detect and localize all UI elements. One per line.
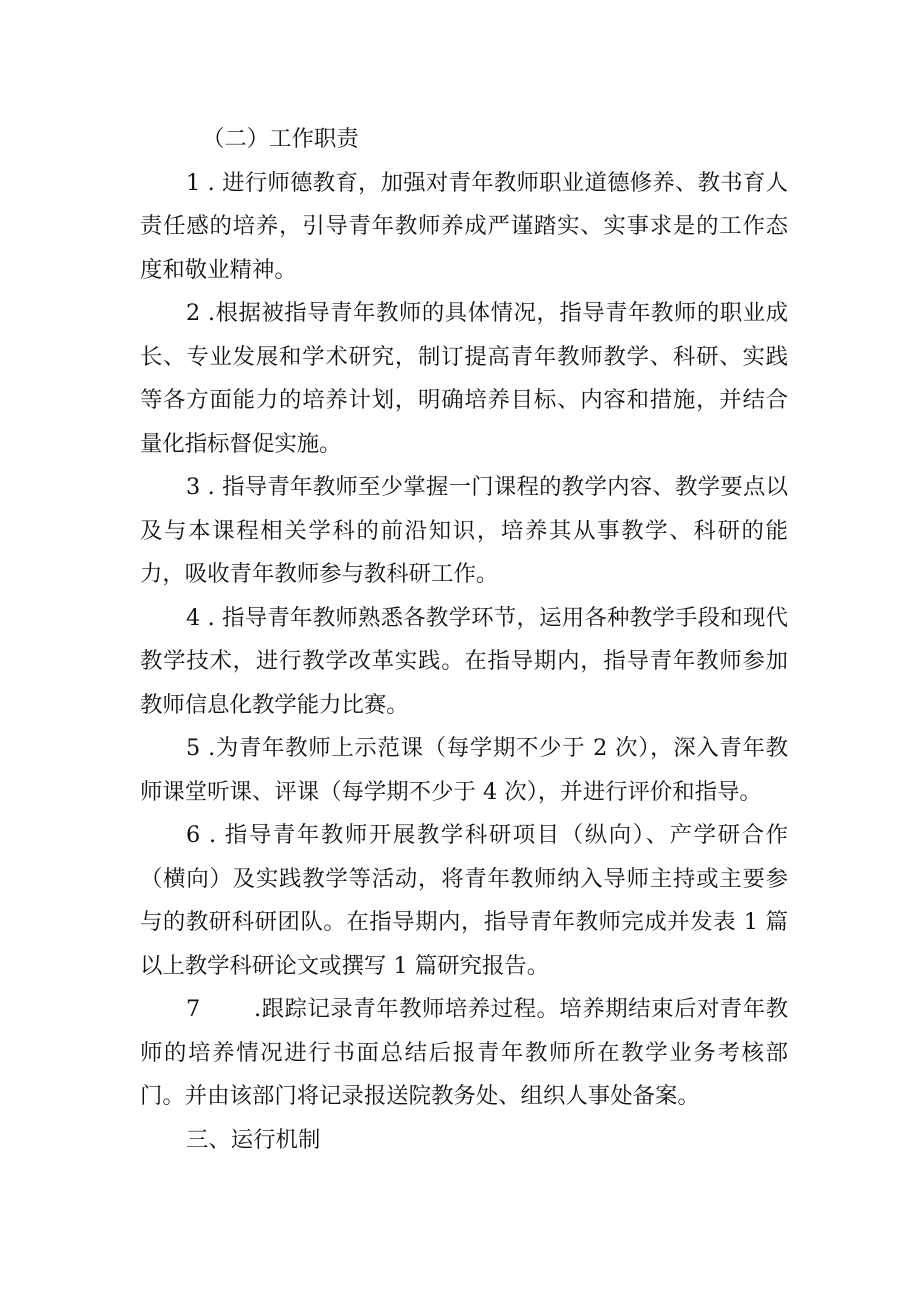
item-text: . 指导青年教师至少掌握一门课程的教学内容、教学要点以及与本课程相关学科的前沿知识，培养其从事教学、科研的能力，吸收青年教师参与教科研工作。 xyxy=(140,474,788,587)
duty-item-5 xyxy=(140,727,788,814)
item-text: . 指导青年教师熟悉各教学环节，运用各种教学手段和现代教学技术，进行教学改革实践。在指导期内，指导青年教师参加教师信息化教学能力比赛。 xyxy=(140,604,788,718)
subsection-heading-duties: （二）工作职责 xyxy=(202,126,359,152)
item-number: 2 xyxy=(186,300,201,326)
item-number: 4 xyxy=(186,604,201,631)
duty-item-2 xyxy=(140,292,788,466)
duty-item-6 xyxy=(140,814,788,988)
section-heading-mechanism: 三、运行机制 xyxy=(186,1126,321,1153)
duty-item-3 xyxy=(140,466,788,597)
item-number: 1 xyxy=(186,169,201,196)
item-text: . 进行师德教育，加强对青年教师职业道德修养、教书育人责任感的培养，引导青年教师养成严谨踏实、实事求是的工作态度和敬业精神。 xyxy=(140,169,788,283)
item-text: .为青年教师上示范课（每学期不少于 2 次），深入青年教师课堂听课、评课（每学期不少于 4 次），并进行评价和指导。 xyxy=(140,735,788,805)
duty-item-1 xyxy=(140,162,788,293)
item-text: . 指导青年教师开展教学科研项目（纵向）、产学研合作（横向）及实践教学等活动，将青年教师纳入导师主持或主要参与的教研科研团队。在指导期内，指导青年教师完成并发表 1 篇以上教学科研论文或撰写 1 篇研究报告。 xyxy=(140,822,788,979)
item-number: 5 xyxy=(186,735,201,761)
item-number: 7 xyxy=(186,996,201,1022)
document-body xyxy=(140,118,788,1162)
item-number: 3 xyxy=(186,474,201,500)
duty-item-4 xyxy=(140,597,788,728)
duty-item-7 xyxy=(140,988,788,1119)
item-text: .根据被指导青年教师的具体情况，指导青年教师的职业成长、专业发展和学术研究，制订提高青年教师教学、科研、实践等各方面能力的培养计划，明确培养目标、内容和措施，并结合量化指标督促实施。 xyxy=(140,300,788,457)
item-text: .跟踪记录青年教师培养过程。培养期结束后对青年教师的培养情况进行书面总结后报青年教师所在教学业务考核部门。并由该部门将记录报送院教务处、组织人事处备案。 xyxy=(140,996,788,1109)
item-number: 6 xyxy=(186,822,201,848)
